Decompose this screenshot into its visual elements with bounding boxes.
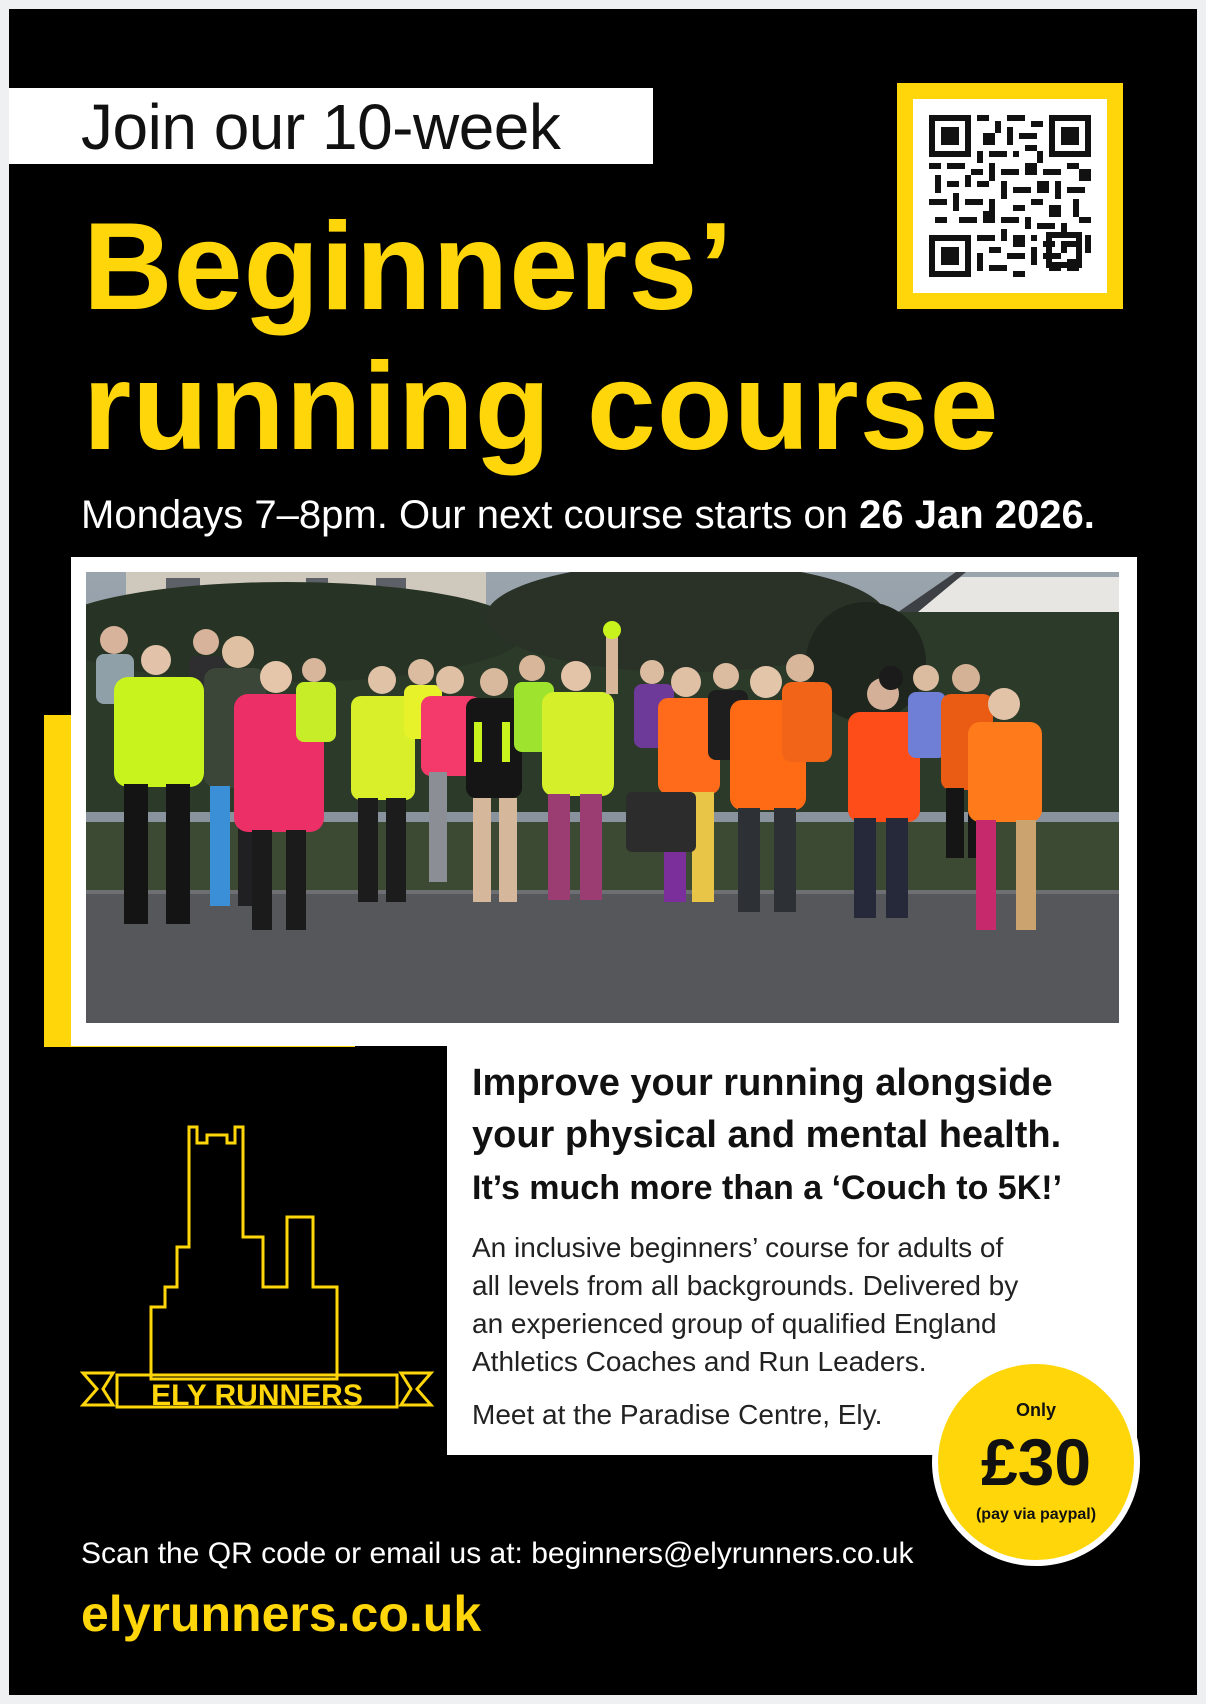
- qr-code-frame: [897, 83, 1123, 309]
- photo-frame: [71, 557, 1137, 1046]
- info-heading-line-2: your physical and mental health.: [472, 1114, 1062, 1156]
- contact-line: Scan the QR code or email us at: beginners@elyrunners.co.uk: [81, 1537, 914, 1570]
- info-body-line-2: all levels from all backgrounds. Delivered by: [472, 1270, 1019, 1301]
- logo-text: ELY RUNNERS: [151, 1379, 363, 1412]
- info-heading-line-1: Improve your running alongside: [472, 1062, 1053, 1104]
- poster: [9, 9, 1197, 1695]
- qr-code-icon: [929, 115, 1091, 277]
- schedule-text: Mondays 7–8pm. Our next course starts on: [81, 493, 849, 537]
- group-photo-illustration: [86, 572, 1119, 1023]
- info-subheading: It’s much more than a ‘Couch to 5K!’: [472, 1169, 1063, 1207]
- headline-line-1: Beginners’: [83, 198, 734, 336]
- intro-banner: [9, 88, 653, 164]
- price-only-label: Only: [1015, 1400, 1056, 1420]
- price-badge: [932, 1358, 1140, 1566]
- intro-text: Join our 10-week: [81, 91, 561, 163]
- headline: [83, 197, 1000, 477]
- group-photo: [86, 572, 1119, 1023]
- qr-code[interactable]: [913, 99, 1107, 293]
- website-link[interactable]: elyrunners.co.uk: [81, 1586, 482, 1642]
- meeting-location: Meet at the Paradise Centre, Ely.: [472, 1399, 883, 1430]
- ely-runners-logo: [77, 1117, 437, 1457]
- start-date: 26 Jan 2026.: [859, 493, 1095, 537]
- price-note: (pay via paypal): [975, 1506, 1097, 1523]
- price-amount: £30: [980, 1425, 1092, 1499]
- info-body-line-1: An inclusive beginners’ course for adults of: [472, 1232, 1004, 1263]
- info-heading: [472, 1057, 1061, 1161]
- info-body-line-3: an experienced group of qualified England: [472, 1308, 997, 1339]
- info-body: [472, 1229, 1018, 1381]
- info-body-line-4: Athletics Coaches and Run Leaders.: [472, 1346, 927, 1377]
- headline-line-2: running course: [83, 338, 1000, 476]
- schedule: [81, 493, 1095, 538]
